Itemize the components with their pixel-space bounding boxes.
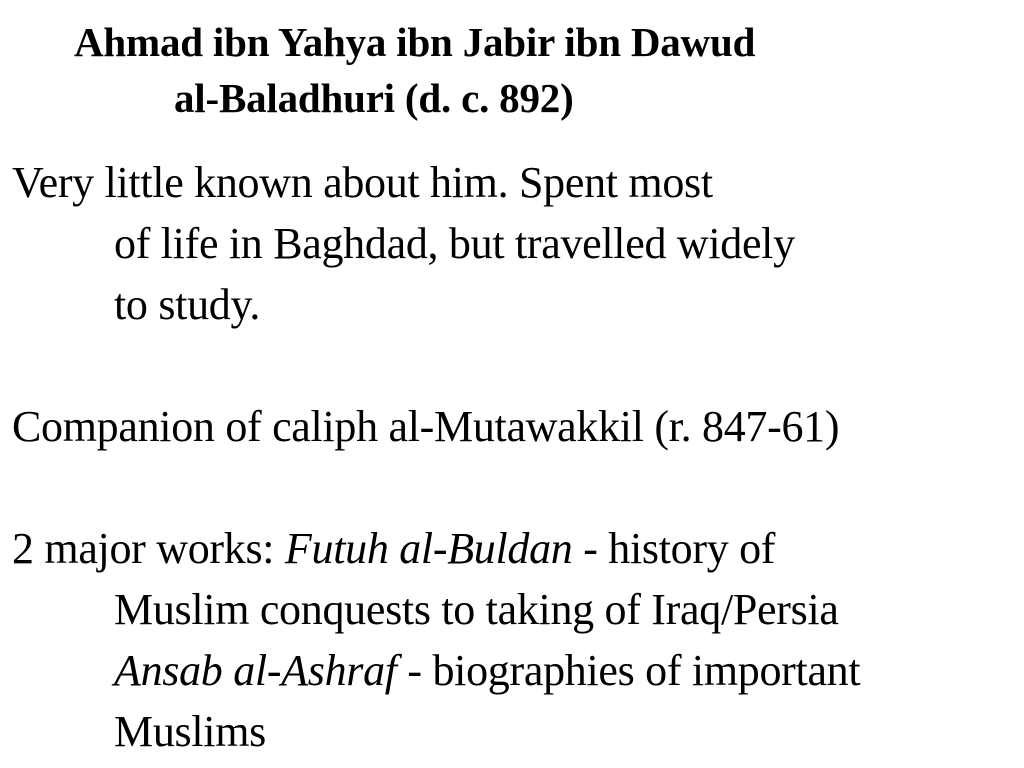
works-lead: 2 major works: (12, 524, 285, 573)
companion-line: Companion of caliph al-Mutawakkil (r. 847-61) (12, 402, 840, 451)
paragraph-spacer (12, 457, 1022, 518)
works-line-3 (12, 640, 1022, 701)
slide-body (12, 152, 1022, 762)
work-title-ansab: Ansab al-Ashraf (114, 646, 397, 695)
paragraph-spacer (12, 335, 1022, 396)
paragraph-major-works (12, 518, 1022, 762)
paragraph-biography (12, 152, 1022, 335)
bio-line-1: Very little known about him. Spent most (12, 158, 713, 207)
title-line-2: al-Baladhuri (d. c. 892) (174, 75, 574, 121)
slide-title (0, 14, 1024, 126)
bio-line-3: to study. (114, 280, 261, 329)
work-desc-ansab-a: - biographies of important (396, 646, 861, 695)
work-desc-futuh-a: - history of (572, 524, 776, 573)
bio-line-2: of life in Baghdad, but travelled widely (114, 219, 795, 268)
title-line-1: Ahmad ibn Yahya ibn Jabir ibn Dawud (74, 19, 756, 65)
works-line-1 (12, 518, 1022, 579)
work-title-futuh: Futuh al-Buldan (284, 524, 573, 573)
paragraph-companion (12, 396, 1022, 457)
work-desc-ansab-b: Muslims (114, 707, 266, 756)
work-desc-futuh-b: Muslim conquests to taking of Iraq/Persia (114, 585, 839, 634)
